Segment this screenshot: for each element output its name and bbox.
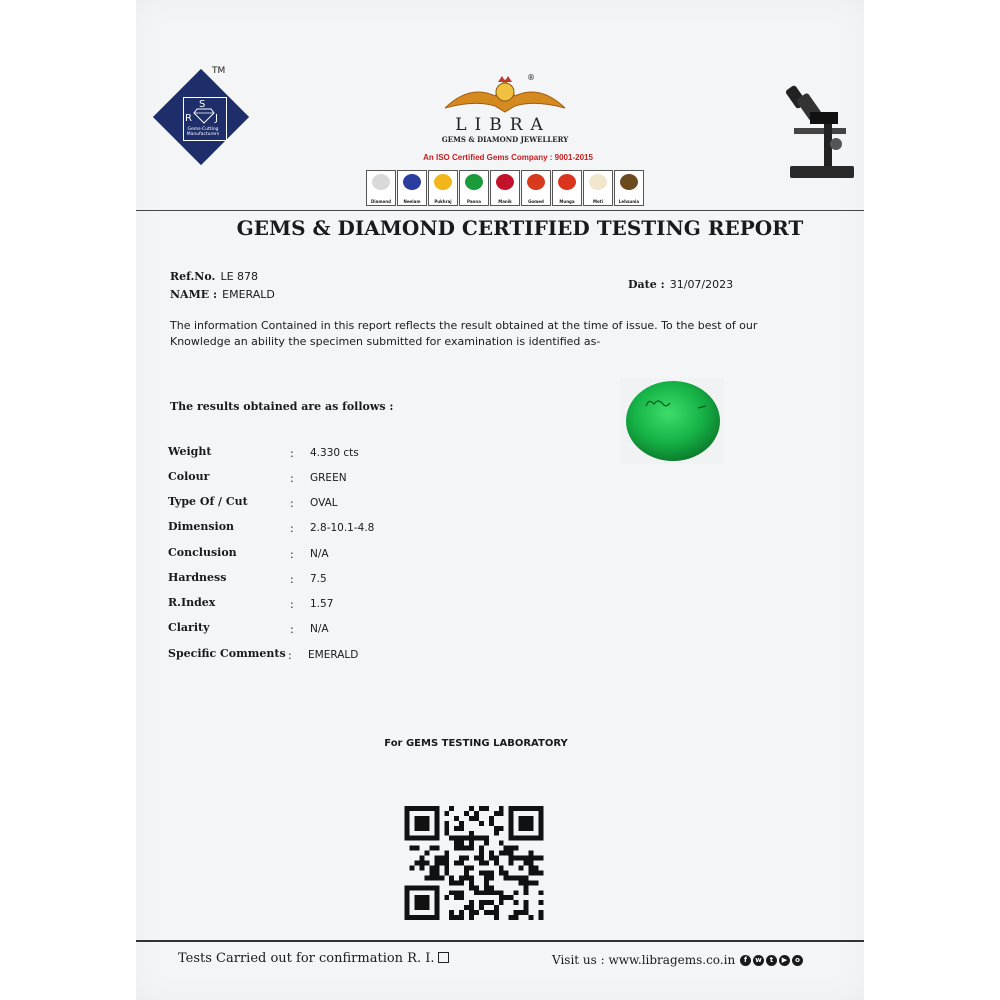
- libra-brand-name: LIBRA: [455, 115, 551, 135]
- result-row: [168, 445, 468, 465]
- date-line: [628, 273, 733, 292]
- result-label: Type Of / Cut: [168, 495, 248, 508]
- checkbox-square-icon: [438, 952, 449, 963]
- header-divider: [136, 210, 864, 211]
- result-value: 1.57: [310, 598, 334, 610]
- result-label: Hardness: [168, 571, 227, 584]
- gem-strip-item: [521, 170, 551, 206]
- result-label: Clarity: [168, 621, 210, 634]
- gemstone-icon: [372, 174, 390, 190]
- result-row: [168, 546, 468, 566]
- youtube-icon[interactable]: ▶: [779, 955, 790, 966]
- result-value: 4.330 cts: [310, 447, 359, 459]
- ref-value: LE 878: [220, 270, 259, 283]
- srj-letter-s: S: [199, 99, 206, 110]
- result-value: EMERALD: [308, 649, 359, 661]
- result-row: [168, 596, 468, 616]
- footer-confirmation-text: Tests Carried out for confirmation R. I.: [178, 951, 435, 966]
- intro-paragraph: The information Contained in this report reflects the result obtained at the time of issue. To the best of our Knowledge an ability the specimen submitted for examination is identified as-: [170, 319, 758, 348]
- footer-confirmation: [178, 951, 449, 966]
- date-value: 31/07/2023: [669, 278, 734, 291]
- gemstone-icon: [496, 174, 514, 190]
- ref-line: [170, 265, 258, 284]
- gem-strip-label: Manik: [498, 199, 512, 204]
- gem-strip-item: [490, 170, 520, 206]
- registered-mark: ®: [527, 73, 535, 82]
- social-icons: [740, 955, 803, 966]
- result-label: Weight: [168, 445, 212, 458]
- gemstone-icon: [589, 174, 607, 190]
- gemstone-icon: [434, 174, 452, 190]
- emerald-gem-photo: [620, 378, 724, 464]
- gem-strip-label: Panna: [467, 199, 481, 204]
- result-row: [168, 470, 468, 490]
- gem-strip-label: Pukhraj: [434, 199, 452, 204]
- name-line: [170, 283, 275, 302]
- result-label: R.Index: [168, 596, 216, 609]
- libra-brand-subtitle: GEMS & DIAMOND JEWELLERY: [441, 135, 569, 144]
- result-label: Colour: [168, 470, 210, 483]
- gem-strip-label: Gomed: [528, 199, 544, 204]
- trademark-mark: TM: [212, 66, 226, 76]
- name-label: NAME :: [170, 288, 218, 301]
- gemstone-icon: [403, 174, 421, 190]
- result-row: [168, 571, 468, 591]
- libra-crest-icon: [440, 74, 570, 114]
- twitter-icon[interactable]: t: [766, 955, 777, 966]
- gem-strip-item: [366, 170, 396, 206]
- result-row: [168, 621, 468, 641]
- gemstone-strip: [366, 170, 644, 206]
- gem-strip-item: [552, 170, 582, 206]
- result-value: N/A: [310, 623, 329, 635]
- gem-strip-label: Diamond: [370, 199, 392, 204]
- instagram-icon[interactable]: o: [792, 955, 803, 966]
- gem-strip-item: [397, 170, 427, 206]
- result-value: GREEN: [310, 472, 347, 484]
- result-label: Conclusion: [168, 546, 237, 559]
- microscope-icon: [780, 82, 860, 182]
- result-separator: :: [290, 447, 294, 460]
- result-separator: :: [290, 598, 294, 611]
- result-label: Dimension: [168, 520, 235, 533]
- gemstone-icon: [558, 174, 576, 190]
- srj-tagline: Gems-Cutting Manufacturers: [186, 127, 220, 137]
- result-separator: :: [288, 649, 292, 662]
- footer-divider: [136, 940, 864, 942]
- srj-letter-j: J: [215, 113, 218, 124]
- gemstone-icon: [465, 174, 483, 190]
- result-separator: :: [290, 623, 294, 636]
- name-value: EMERALD: [222, 288, 275, 301]
- result-value: OVAL: [310, 497, 338, 509]
- gem-strip-item: [583, 170, 613, 206]
- diamond-icon: [193, 108, 215, 124]
- result-value: 2.8-10.1-4.8: [310, 522, 375, 534]
- report-title: GEMS & DIAMOND CERTIFIED TESTING REPORT: [236, 216, 804, 240]
- results-heading: The results obtained are as follows :: [170, 400, 394, 413]
- gem-strip-label: Lehsunia: [618, 199, 640, 204]
- date-label: Date :: [628, 278, 665, 291]
- gem-strip-item: [428, 170, 458, 206]
- result-separator: :: [290, 573, 294, 586]
- footer-website[interactable]: Visit us : www.libragems.co.in: [552, 953, 736, 967]
- gem-strip-item: [614, 170, 644, 206]
- iso-certification-line: An ISO Certified Gems Company : 9001-2015: [423, 153, 593, 162]
- result-row: [168, 520, 468, 540]
- gem-strip-label: Moti: [592, 199, 603, 204]
- qr-code[interactable]: [404, 806, 544, 920]
- lab-signature-line: For GEMS TESTING LABORATORY: [384, 738, 568, 749]
- result-separator: :: [290, 548, 294, 561]
- gem-strip-label: Munga: [559, 199, 575, 204]
- gemstone-icon: [620, 174, 638, 190]
- result-separator: :: [290, 497, 294, 510]
- srj-logo: [155, 75, 255, 170]
- gemstone-icon: [527, 174, 545, 190]
- whatsapp-icon[interactable]: w: [753, 955, 764, 966]
- result-separator: :: [290, 472, 294, 485]
- gem-strip-item: [459, 170, 489, 206]
- result-value: N/A: [310, 548, 329, 560]
- result-separator: :: [290, 522, 294, 535]
- result-value: 7.5: [310, 573, 327, 585]
- result-row: [168, 647, 468, 667]
- result-row: [168, 495, 468, 515]
- result-label: Specific Comments: [168, 647, 286, 660]
- facebook-icon[interactable]: f: [740, 955, 751, 966]
- gem-strip-label: Neelam: [403, 199, 421, 204]
- ref-label: Ref.No.: [170, 270, 216, 283]
- srj-letter-r: R: [185, 113, 192, 124]
